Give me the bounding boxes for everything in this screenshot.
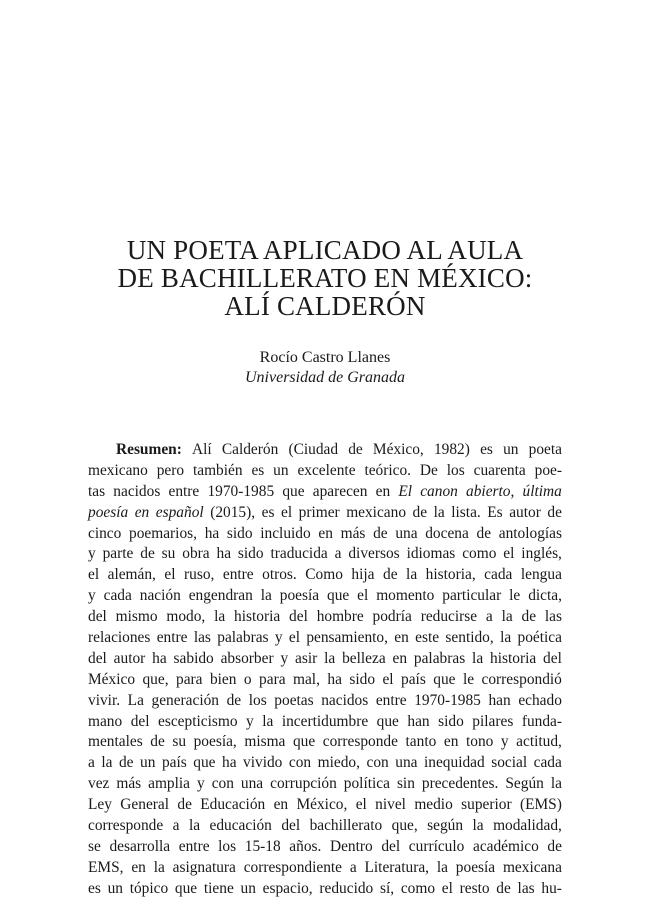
abstract-word: la (262, 712, 274, 730)
abstract-word: a (485, 608, 493, 626)
abstract-word: de (547, 503, 562, 521)
abstract-word: nación (139, 587, 181, 605)
abstract-word: hu- (541, 879, 562, 897)
abstract-word: sentido, (445, 629, 494, 647)
abstract-word: español (155, 503, 204, 521)
abstract-word: que (174, 879, 198, 897)
abstract-word: ha (216, 545, 232, 563)
abstract-word: y (500, 733, 509, 751)
abstract-word: alemán, (107, 566, 156, 584)
abstract-word: superior (461, 796, 512, 814)
abstract-word: bachillerato (309, 817, 383, 835)
abstract-word: a (172, 817, 180, 835)
abstract-word: amplia (148, 775, 191, 793)
abstract-word: un (240, 879, 256, 897)
abstract-word: engendran (188, 587, 253, 605)
abstract-word: también (192, 461, 243, 479)
abstract-word: en (375, 482, 391, 500)
abstract-word: funda- (521, 712, 562, 730)
title-line: UN POETA APLICADO AL AULA (126, 235, 524, 265)
abstract-line (88, 586, 562, 607)
abstract-word: medio (414, 796, 453, 814)
abstract-word: entre (375, 691, 407, 709)
abstract-word: una (395, 754, 418, 772)
abstract-word: actitud, (516, 733, 562, 751)
abstract-word: su (161, 545, 176, 563)
abstract-word: mal, (292, 670, 320, 688)
abstract-word: la (500, 629, 512, 647)
abstract-word: cada (533, 754, 562, 772)
abstract-word: La (127, 691, 144, 709)
abstract-word: EMS, (88, 858, 124, 876)
abstract-word: sido (226, 524, 253, 542)
abstract-word: más (340, 524, 366, 542)
paper-title (0, 236, 650, 320)
abstract-word: teórico. (364, 461, 412, 479)
abstract-word: es (88, 879, 101, 897)
abstract-word: asignatura (172, 858, 236, 876)
abstract-word: la (153, 858, 165, 876)
abstract-word: Como (305, 566, 343, 584)
abstract-word: y (280, 649, 289, 667)
abstract-word: absorber (220, 649, 274, 667)
author-name: Rocío Castro Llanes (259, 349, 391, 366)
abstract-word: obra (182, 545, 210, 563)
abstract-word: Dentro (329, 837, 373, 855)
abstract-word: de (412, 503, 428, 521)
abstract-word: la (188, 817, 201, 835)
abstract-word: historia, (425, 566, 476, 584)
abstract-word: el (441, 879, 453, 897)
abstract-word: y (197, 775, 205, 793)
abstract-word: del (88, 608, 107, 626)
abstract-word: mismo (115, 608, 158, 626)
abstract-word: del (381, 837, 401, 855)
abstract-word: correspondiente (243, 858, 342, 876)
abstract-line (88, 837, 562, 858)
abstract-word: entre (168, 482, 200, 500)
abstract-word: la (550, 775, 562, 793)
abstract-line (88, 544, 562, 565)
abstract-word: reducido (319, 879, 374, 897)
abstract-word: abierto, (466, 482, 515, 500)
abstract-line (88, 732, 562, 753)
abstract-word: la (214, 608, 226, 626)
abstract-word: tono (465, 733, 494, 751)
abstract-word: palabras (217, 629, 269, 647)
abstract-word: idiomas (406, 545, 456, 563)
abstract-word: y (88, 545, 96, 563)
abstract-word: entre (156, 629, 188, 647)
abstract-word: (2015), (210, 503, 256, 521)
abstract-word: poética (517, 629, 562, 647)
abstract-word: de (521, 608, 537, 626)
abstract-word: autor (113, 649, 146, 667)
abstract-word: poemarios, (129, 524, 197, 542)
abstract-word: vez (88, 775, 110, 793)
abstract-word: del (289, 608, 308, 626)
abstract-word: sabido (173, 649, 214, 667)
abstract-word: currículo (408, 837, 465, 855)
abstract-line (88, 649, 562, 670)
abstract-word: México (88, 670, 136, 688)
abstract-word: el (355, 796, 367, 814)
abstract-word: sido (237, 545, 264, 563)
abstract-word: De (419, 461, 438, 479)
abstract-word: dicta, (528, 587, 562, 605)
abstract-word: hombre (316, 608, 364, 626)
abstract-word: modo, (166, 608, 206, 626)
abstract-word: que (327, 587, 350, 605)
abstract-word: poesía, (193, 733, 237, 751)
author-affiliation: Universidad de Granada (245, 369, 405, 386)
abstract-word: (EMS) (519, 796, 562, 814)
abstract-word: o (243, 670, 252, 688)
abstract-word: generación (151, 691, 220, 709)
abstract-word: la (436, 858, 448, 876)
abstract-word: de (150, 733, 165, 751)
abstract-word: de (177, 796, 192, 814)
abstract-word: lengua (520, 566, 562, 584)
abstract-word: Educación (200, 796, 266, 814)
abstract-word: han (488, 691, 511, 709)
abstract-word: país (401, 670, 426, 688)
abstract-word: El (398, 482, 413, 500)
abstract-word: el (164, 566, 176, 584)
abstract-word: el (503, 545, 515, 563)
abstract-word: para (259, 670, 286, 688)
abstract-line (88, 753, 562, 774)
abstract-word: inglés, (521, 545, 562, 563)
abstract-word: los (218, 837, 237, 855)
abstract-word: social (491, 754, 528, 772)
abstract-word: las (517, 879, 535, 897)
abstract-word: se (88, 837, 101, 855)
abstract-word: reducirse (420, 608, 478, 626)
abstract-word: vivido (243, 754, 283, 772)
abstract-word: tas (88, 482, 106, 500)
abstract-word: antologías (498, 524, 562, 542)
abstract-word: sí, (379, 879, 395, 897)
abstract-word: nacidos (321, 691, 369, 709)
abstract-word: la (472, 649, 484, 667)
abstract-word: como (400, 879, 436, 897)
abstract-word: mexicano (346, 503, 407, 521)
abstract-word: tiene (203, 879, 234, 897)
abstract-word: poe- (534, 461, 562, 479)
abstract-word: con (288, 754, 312, 772)
abstract-line (88, 858, 562, 879)
abstract-word: las (193, 629, 211, 647)
abstract-word: pensamiento, (306, 629, 388, 647)
abstract-word: académico (472, 837, 539, 855)
abstract-word: resto (459, 879, 490, 897)
abstract-line (88, 440, 562, 461)
abstract-word: lista. (451, 503, 481, 521)
abstract-word: autor (509, 503, 541, 521)
abstract-word: que (433, 670, 456, 688)
abstract-word: a (334, 545, 342, 563)
abstract-line (88, 795, 562, 816)
abstract-word: que (292, 733, 316, 751)
abstract (88, 440, 562, 900)
abstract-word: que, (391, 817, 418, 835)
abstract-word: su (172, 733, 187, 751)
abstract-word: la (472, 817, 484, 835)
abstract-word: y (246, 712, 254, 730)
abstract-word: cada (484, 566, 513, 584)
abstract-line (88, 774, 562, 795)
abstract-word: hija (351, 566, 375, 584)
abstract-word: corresponde (88, 817, 164, 835)
abstract-word: del (543, 649, 562, 667)
abstract-word: en (443, 733, 459, 751)
abstract-word: a (349, 858, 357, 876)
title-line: ALÍ CALDERÓN (224, 291, 426, 321)
abstract-word: que, (142, 670, 169, 688)
abstract-line (88, 607, 562, 628)
abstract-word: México, (296, 796, 348, 814)
abstract-word: corresponde (322, 733, 398, 751)
abstract-word: incluido (260, 524, 311, 542)
abstract-word: de (476, 524, 492, 542)
abstract-word: docena (425, 524, 469, 542)
abstract-word: la (501, 608, 513, 626)
title-line: DE BACHILLERATO EN MÉXICO: (117, 263, 533, 293)
abstract-line (88, 670, 562, 691)
abstract-word: historia (234, 608, 281, 626)
abstract-line (88, 461, 562, 482)
abstract-word: el (288, 629, 300, 647)
abstract-word: de (496, 879, 511, 897)
abstract-word: particular (442, 587, 502, 605)
abstract-word: Alí (192, 441, 212, 458)
abstract-word: el (357, 587, 369, 605)
abstract-word: asir (295, 649, 318, 667)
abstract-word: poetas (274, 691, 314, 709)
abstract-word: podría (372, 608, 412, 626)
abstract-word: del (88, 649, 107, 667)
abstract-word: momento (376, 587, 435, 605)
abstract-word: General (120, 796, 170, 814)
abstract-word: ha (222, 754, 237, 772)
abstract-word: la (260, 587, 272, 605)
abstract-word: incertidumbre (281, 712, 369, 730)
abstract-word: Literatura, (364, 858, 430, 876)
abstract-word: 1970-1985 (414, 691, 481, 709)
abstract-word: el (382, 670, 394, 688)
abstract-word: mexicana (502, 858, 562, 876)
abstract-word: 15-18 (244, 837, 281, 855)
abstract-word: pilares (472, 712, 514, 730)
abstract-word: la (324, 649, 336, 667)
abstract-word: una (395, 524, 418, 542)
abstract-line (88, 879, 562, 900)
abstract-word: echado (518, 691, 562, 709)
abstract-word: una (240, 775, 264, 793)
abstract-word: a (88, 754, 95, 772)
abstract-word: los (446, 461, 465, 479)
abstract-word: el (280, 503, 293, 521)
abstract-word: la (406, 566, 418, 584)
abstract-word: sin (396, 775, 415, 793)
abstract-word: vivir. (88, 691, 121, 709)
abstract-word: de (226, 691, 242, 709)
abstract-word: mentales (88, 733, 143, 751)
abstract-word: con (366, 754, 389, 772)
abstract-word: Ley (88, 796, 112, 814)
abstract-word: con (211, 775, 234, 793)
abstract-word: Es (487, 503, 503, 521)
abstract-word: nivel (375, 796, 406, 814)
abstract-word: en (318, 524, 333, 542)
abstract-word: primer (298, 503, 340, 521)
abstract-word: que (282, 482, 305, 500)
abstract-word: las (544, 608, 562, 626)
abstract-line (88, 565, 562, 586)
abstract-word: un (503, 441, 519, 458)
abstract-word: un (140, 754, 156, 772)
abstract-word: que (193, 754, 216, 772)
abstract-line (88, 503, 562, 524)
abstract-word: sido (438, 712, 464, 730)
abstract-word: de (373, 524, 388, 542)
author-block (0, 348, 650, 388)
abstract-word: escepticismo (158, 712, 238, 730)
abstract-word: la (101, 754, 113, 772)
abstract-word: la (433, 503, 445, 521)
abstract-word: modalidad, (493, 817, 562, 835)
abstract-line (88, 628, 562, 649)
abstract-word: poesía (88, 503, 129, 521)
abstract-word: misma (244, 733, 286, 751)
abstract-word: le (509, 587, 521, 605)
abstract-word: ha (327, 670, 342, 688)
abstract-word: es (261, 503, 275, 521)
abstract-word: historia (490, 649, 537, 667)
abstract-word: del (281, 817, 301, 835)
abstract-word: diversos (348, 545, 400, 563)
abstract-word: pero (156, 461, 185, 479)
abstract-word: en (131, 858, 146, 876)
abstract-word: Calderón (221, 441, 279, 458)
abstract-word: bien (209, 670, 237, 688)
abstract-word: y (274, 629, 283, 647)
abstract-word: le (462, 670, 475, 688)
abstract-word: entre (222, 566, 254, 584)
abstract-label: Resumen: (116, 441, 182, 458)
abstract-word: un (107, 879, 123, 897)
abstract-word: excelente (297, 461, 356, 479)
abstract-word: Según (505, 775, 544, 793)
abstract-word: ruso, (184, 566, 215, 584)
abstract-word: de (348, 441, 363, 458)
abstract-word: inequidad (424, 754, 485, 772)
abstract-word: de (118, 754, 134, 772)
abstract-word: según (427, 817, 464, 835)
abstract-word: otros. (262, 566, 297, 584)
abstract-word: sido (349, 670, 376, 688)
abstract-word: poesía (279, 587, 320, 605)
abstract-word: país (161, 754, 187, 772)
abstract-word: años. (289, 837, 322, 855)
abstract-word: más (116, 775, 142, 793)
abstract-word: en (392, 649, 408, 667)
abstract-word: han (407, 712, 430, 730)
abstract-word: un (273, 461, 289, 479)
abstract-word: del (130, 712, 150, 730)
abstract-word: nacidos (113, 482, 161, 500)
abstract-word: canon (420, 482, 458, 500)
abstract-word: mano (88, 712, 123, 730)
abstract-word: traducida (270, 545, 328, 563)
abstract-word: correspondió (481, 670, 562, 688)
abstract-word: ha (152, 649, 167, 667)
abstract-word: miedo, (317, 754, 360, 772)
abstract-word: en (134, 503, 150, 521)
abstract-word: el (88, 566, 100, 584)
abstract-word: mexicano (88, 461, 148, 479)
abstract-word: cinco (88, 524, 122, 542)
abstract-word: tanto (405, 733, 437, 751)
abstract-word: cada (103, 587, 132, 605)
abstract-word: política (343, 775, 390, 793)
abstract-word: entre (178, 837, 210, 855)
abstract-word: parte (102, 545, 134, 563)
abstract-word: de (383, 566, 398, 584)
abstract-word: tópico (129, 879, 169, 897)
abstract-word: los (248, 691, 267, 709)
abstract-word: corrupción (270, 775, 337, 793)
abstract-word: en (394, 629, 409, 647)
abstract-word: 1982) (433, 441, 470, 458)
abstract-word: es (251, 461, 265, 479)
abstract-word: relaciones (88, 629, 151, 647)
abstract-word: desarrolla (109, 837, 171, 855)
abstract-word: 1970-1985 (207, 482, 275, 500)
abstract-line (88, 816, 562, 837)
abstract-word: palabras (413, 649, 466, 667)
abstract-word: última (522, 482, 562, 500)
abstract-word: de (140, 545, 155, 563)
abstract-line (88, 482, 562, 503)
abstract-word: poeta (528, 441, 562, 458)
abstract-word: belleza (342, 649, 386, 667)
abstract-word: para (176, 670, 203, 688)
abstract-line (88, 712, 562, 733)
abstract-word: y (88, 587, 96, 605)
abstract-word: poesía (455, 858, 496, 876)
abstract-word: espacio, (262, 879, 313, 897)
abstract-word: que (376, 712, 399, 730)
abstract-word: es (480, 441, 493, 458)
abstract-word: cuarenta (473, 461, 526, 479)
abstract-word: como (462, 545, 497, 563)
abstract-word: (Ciudad (288, 441, 339, 458)
abstract-word: México, (372, 441, 424, 458)
abstract-word: en (273, 796, 289, 814)
abstract-word: ha (204, 524, 220, 542)
abstract-word: de (547, 837, 562, 855)
abstract-word: precedentes. (421, 775, 499, 793)
abstract-word: educación (209, 817, 272, 835)
abstract-word: aparecen (312, 482, 368, 500)
abstract-line (88, 691, 562, 712)
abstract-word: este (415, 629, 440, 647)
abstract-line (88, 524, 562, 545)
